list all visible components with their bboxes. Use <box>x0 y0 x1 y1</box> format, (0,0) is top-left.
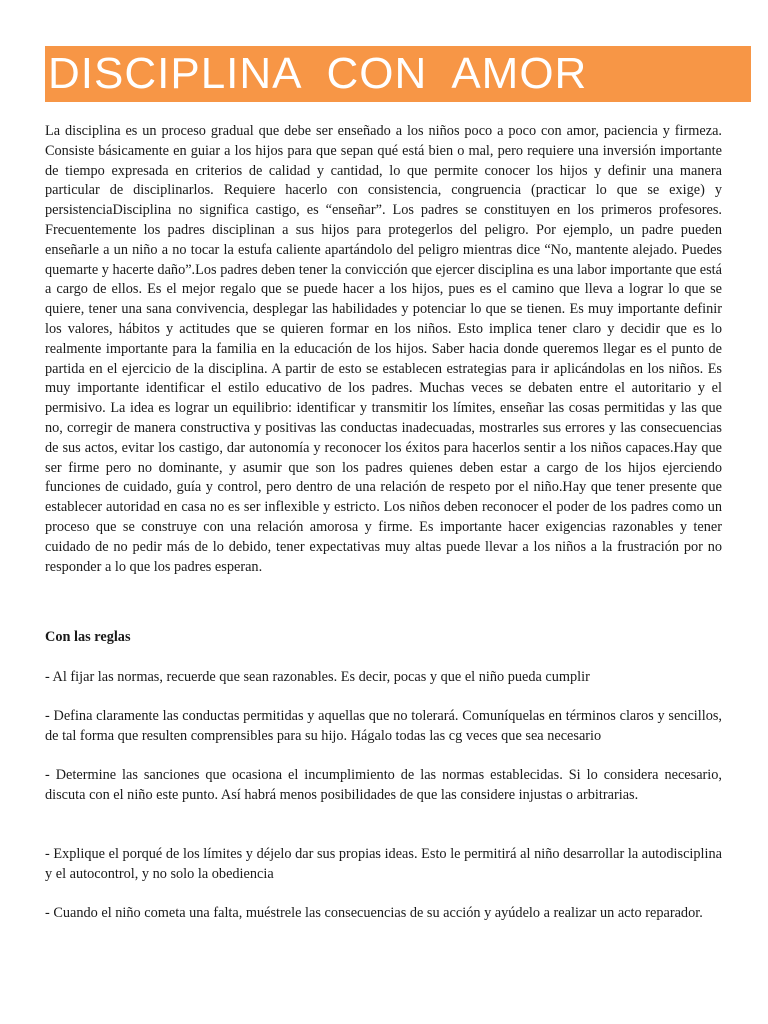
rule-item: - Defina claramente las conductas permitidas y aquellas que no tolerará. Comuníquelas en términos claros y sencillos, de tal forma que resulten comprensibles para su hijo. Hágalo todas las cg veces que sea necesario <box>45 708 722 744</box>
rule-item: - Determine las sanciones que ocasiona el incumplimiento de las normas establecidas. Si lo considera necesario, discuta con el niño este punto. Así habrá menos posibilidades de que las considere injustas o arbitrarias. <box>45 767 722 803</box>
title-banner <box>45 46 751 102</box>
intro-paragraph: La disciplina es un proceso gradual que debe ser enseñado a los niños poco a poco con amor, paciencia y firmeza. Consiste básicamente en guiar a los hijos para que sepan qué está bien o mal, pero requiere una inversión importante de tiempo expresada en criterios de calidad y cantidad, lo que permite conocer los hijos y definir una manera particular de disciplinarlos. Requiere hacerlo con consistencia, congruencia (practicar lo que se exige) y persistenciaDisciplina no significa castigo, es “enseñar”. Los padres se constituyen en los primeros profesores. Frecuentemente los padres disciplinan a sus hijos para protegerlos del peligro. Por ejemplo, un padre pueden enseñarle a un niño a no tocar la estufa caliente apartándolo del peligro mientras dice “No, mantente alejado. Puedes quemarte y hacerte daño”.Los padres deben tener la convicción que ejercer disciplina es una labor importante que está a cargo de ellos. Es el mejor regalo que se puede hacer a los hijos, pues es el camino que lleva a lograr lo que se quiere, tener una sana convivencia, desplegar las habilidades y potenciar lo que se tienen. Es muy importante definir los valores, hábitos y actitudes que se quieren formar en los niños. Esto implica tener claro y decidir que es lo realmente importante para la familia en la educación de los hijos. Saber hacia donde queremos llegar es el punto de partida en el ejercicio de la disciplina. A partir de esto se establecen estrategias para ir aplicándolas en los niños. Es muy importante identificar el estilo educativo de los padres. Muchas veces se debaten entre el autoritario y el permisivo. La idea es lograr un equilibrio: identificar y transmitir los límites, enseñar las cosas permitidas y las que no, corregir de manera constructiva y positivas las conductas inadecuadas, mostrarles sus errores y las consecuencias de sus actos, evitar los castigo, dar autonomía y reconocer los éxitos para hacerlos sentir a los niños capaces.Hay que ser firme pero no dominante, y asumir que son los padres quienes deben estar a cargo de los hijos ejerciendo funciones de cuidado, guía y control, pero dentro de una relación de respeto por el niño.Hay que tener presente que establecer autoridad en casa no es ser inflexible y estricto. Los niños deben reconocer el poder de los padres como un proceso que se construye con una relación amorosa y firme. Es importante hacer exigencias razonables y tener cuidado de no pedir más de lo debido, tener expectativas muy altas puede llevar a los niños a la frustración por no responder a lo que los padres esperan. <box>45 123 722 575</box>
rule-item: - Al fijar las normas, recuerde que sean razonables. Es decir, pocas y que el niño pueda cumplir <box>45 669 590 685</box>
rule-item: - Cuando el niño cometa una falta, muéstrele las consecuencias de su acción y ayúdelo a realizar un acto reparador. <box>45 905 703 921</box>
page-title: DISCIPLINA CON AMOR <box>48 49 588 98</box>
rule-item: - Explique el porqué de los límites y déjelo dar sus propias ideas. Esto le permitirá al niño desarrollar la autodisciplina y el autocontrol, y no solo la obediencia <box>45 846 722 882</box>
rules-heading: Con las reglas <box>45 629 131 645</box>
